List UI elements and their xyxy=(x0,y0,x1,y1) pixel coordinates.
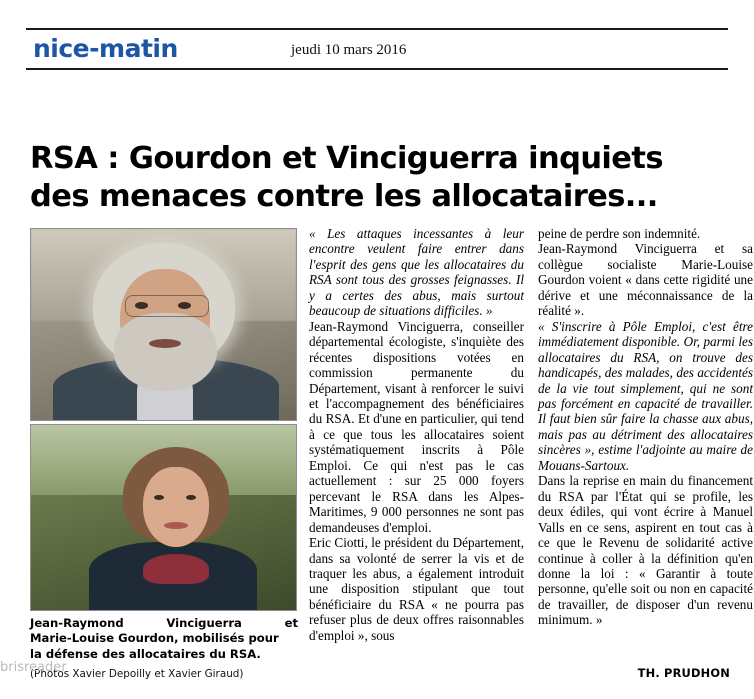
body-paragraph: Jean-Raymond Vinciguerra, conseiller départemental écologiste, s'inquiète des récentes dispositions votées en commission permanente du Département, visant à renforcer le suivi et l'accompagnement des bénéficiaires du RSA. Et d'une en particulier, qui tend à ce que tous les allocataires soient systématiquement inscrits à Pôle Emploi. Ce qui n'est pas le cas actuellement : sur 25 000 foyers percevant le RSA dans les Alpes-Maritimes, 9 000 personnes ne sont pas demandeuses d'emploi. xyxy=(309,318,524,535)
photo-gourdon xyxy=(30,424,297,611)
body-paragraph: « Les attaques incessantes à leur encontre veulent faire entrer dans l'esprit des gens que les allocataires du RSA sont tous des grosses feignasses. Il y a certes des abus, mais surtout beaucoup de situations difficiles. » xyxy=(309,226,524,319)
newspaper-logo: nice-matin xyxy=(33,34,178,63)
article-headline xyxy=(30,140,730,216)
photo-vinciguerra xyxy=(30,228,297,421)
photo-subject-mouth xyxy=(164,522,188,529)
body-paragraph: Eric Ciotti, le président du Département, dans sa volonté de serrer la vis et de traquer les abus, a également introduit une disposition stipulant que tout bénéficiaire du RSA « ne pourra pas refuser plus de deux offres raisonnables d'emploi », sous xyxy=(309,535,524,643)
body-paragraph: « S'inscrire à Pôle Emploi, c'est être immédiatement disponible. Or, parmi les allocataires du RSA, on trouve des handicapés, des malades, des accidentés de la vie tout simplement, qui ne sont pas forcément en capacité de travailler. Il faut bien sûr faire la chasse aux abus, mais pas au détriment des allocataires sincères », estime l'adjointe au maire de Mouans-Sartoux. xyxy=(538,318,753,473)
photo-caption xyxy=(30,616,298,662)
body-paragraph: peine de perdre son indemnité. xyxy=(538,226,701,241)
caption-line-1 xyxy=(30,616,298,631)
photo-subject-eye-right xyxy=(178,302,191,309)
caption-conjunction: et xyxy=(284,616,298,630)
masthead-bottom-rule xyxy=(26,68,728,70)
photo-credit: (Photos Xavier Depoilly et Xavier Giraud) xyxy=(30,668,244,680)
body-paragraph: Dans la reprise en main du financement du RSA par l'État qui se profile, les deux édiles, qui vont écrire à Manuel Valls en ce sens, aspirent en tout cas à ce que le Revenu de solidarité active continue à coller à la définition qu'en donne la loi : « Garantir à toute personne, qu'elle soit ou non en capacité de travailler, de disposer d'un revenu minimum. » xyxy=(538,473,753,628)
article-byline: TH. PRUDHON xyxy=(637,666,730,680)
dateline: jeudi 10 mars 2016 xyxy=(291,42,407,58)
caption-line-2: Marie-Louise Gourdon, mobilisés pour xyxy=(30,631,279,646)
photo-subject-beard xyxy=(114,313,217,391)
caption-line-3: la défense des allocataires du RSA. xyxy=(30,646,261,661)
body-column-1 xyxy=(309,226,524,643)
photo-subject-scarf xyxy=(143,554,209,584)
photo-subject-mouth xyxy=(149,339,181,348)
headline-line-1: RSA : Gourdon et Vinciguerra inquiets xyxy=(30,141,663,177)
photo-subject-eye-right xyxy=(186,495,196,500)
body-column-2 xyxy=(538,226,753,628)
caption-name-last: Vinciguerra xyxy=(166,616,242,630)
photo-subject-eye-left xyxy=(135,302,148,309)
photo-subject-face xyxy=(143,467,209,547)
caption-name-first: Jean-Raymond xyxy=(30,616,124,630)
masthead xyxy=(0,0,754,72)
watermark: brisreader xyxy=(0,660,67,675)
body-paragraph: Jean-Raymond Vinciguerra et sa collègue socialiste Marie-Louise Gourdon voient « dans cette rigidité une dérive et une méconnaissance de la réalité ». xyxy=(538,241,753,319)
headline-line-2: des menaces contre les allocataires... xyxy=(30,179,658,215)
masthead-top-rule xyxy=(26,28,728,30)
photo-subject-eye-left xyxy=(154,495,164,500)
